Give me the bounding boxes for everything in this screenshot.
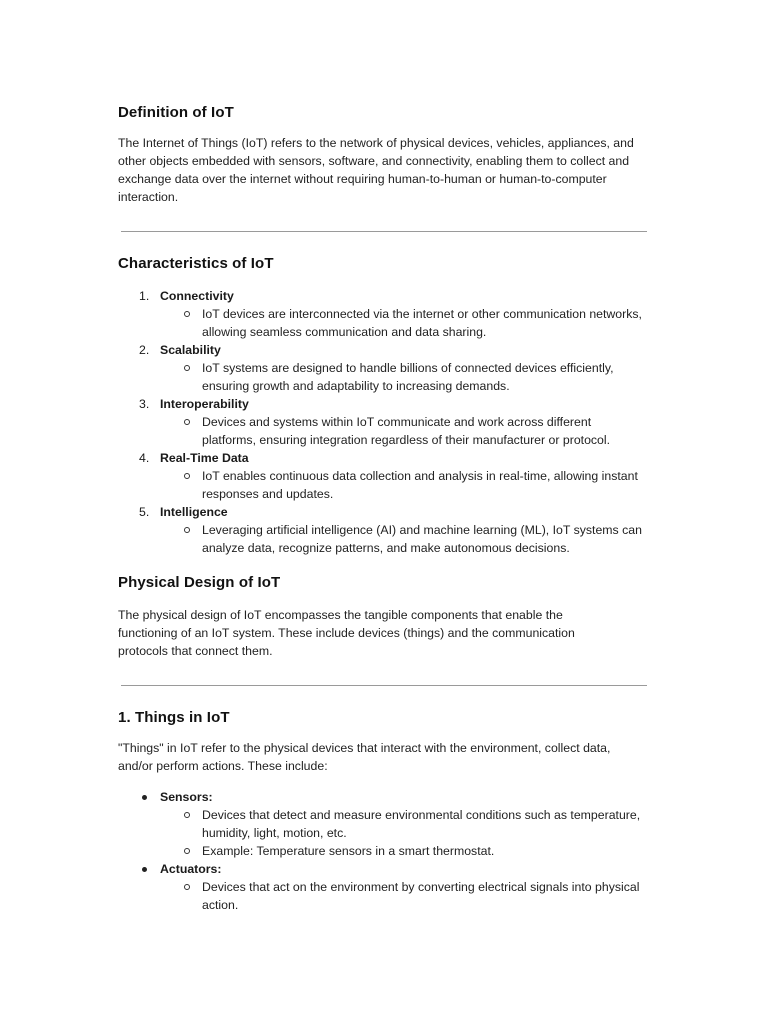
item-number: 4. [139, 451, 150, 465]
sub-list-item [118, 521, 648, 557]
sub-list-item [118, 413, 648, 449]
list-item [118, 341, 648, 395]
item-title: Real-Time Data [160, 451, 249, 465]
things-list [118, 788, 648, 914]
list-item [118, 395, 648, 449]
list-item [118, 860, 648, 914]
circle-bullet-icon [184, 848, 190, 854]
item-number: 1. [139, 289, 150, 303]
characteristics-list [118, 287, 648, 557]
item-detail: IoT devices are interconnected via the internet or other communication networks, allowing seamless communication and data sharing. [202, 307, 642, 339]
filled-bullet-icon [142, 795, 147, 800]
list-item [118, 287, 648, 341]
item-detail: IoT enables continuous data collection and analysis in real-time, allowing instant responses and updates. [202, 469, 638, 501]
item-title: Sensors: [160, 790, 213, 804]
circle-bullet-icon [184, 473, 190, 479]
sub-list-item [118, 305, 648, 341]
things-heading: 1. Things in IoT [118, 709, 230, 726]
sub-list-item [118, 806, 648, 842]
circle-bullet-icon [184, 884, 190, 890]
characteristics-heading: Characteristics of IoT [118, 255, 274, 272]
item-title: Connectivity [160, 289, 234, 303]
section-divider [121, 685, 647, 686]
circle-bullet-icon [184, 311, 190, 317]
item-detail: Devices that act on the environment by converting electrical signals into physical action. [202, 880, 640, 912]
definition-heading: Definition of IoT [118, 104, 234, 121]
section-divider [121, 231, 647, 232]
item-detail: IoT systems are designed to handle billions of connected devices efficiently, ensuring growth and adaptability to increasing demands. [202, 361, 614, 393]
sub-list-item [118, 878, 648, 914]
item-detail: Devices and systems within IoT communicate and work across different platforms, ensuring integration regardless of their manufacturer or protocol. [202, 415, 611, 447]
list-item [118, 449, 648, 503]
circle-bullet-icon [184, 527, 190, 533]
filled-bullet-icon [142, 867, 147, 872]
physical-design-paragraph: The physical design of IoT encompasses the tangible components that enable the functioning of an IoT system. These include devices (things) and the communication protocols that connect them. [118, 608, 575, 658]
item-title: Scalability [160, 343, 221, 357]
circle-bullet-icon [184, 419, 190, 425]
physical-design-heading: Physical Design of IoT [118, 574, 281, 591]
item-detail: Devices that detect and measure environmental conditions such as temperature, humidity, light, motion, etc. [202, 808, 641, 840]
item-title: Actuators: [160, 862, 222, 876]
list-item [118, 503, 648, 557]
circle-bullet-icon [184, 365, 190, 371]
item-title: Interoperability [160, 397, 249, 411]
definition-paragraph: The Internet of Things (IoT) refers to the network of physical devices, vehicles, appliances, and other objects embedded with sensors, software, and connectivity, enabling them to collect and exchange data over the internet without requiring human-to-human or human-to-computer interaction. [118, 136, 634, 204]
item-number: 3. [139, 397, 150, 411]
item-number: 2. [139, 343, 150, 357]
item-title: Intelligence [160, 505, 228, 519]
sub-list-item [118, 359, 648, 395]
item-detail: Leveraging artificial intelligence (AI) and machine learning (ML), IoT systems can analyze data, recognize patterns, and make autonomous decisions. [202, 523, 642, 555]
circle-bullet-icon [184, 812, 190, 818]
sub-list-item [118, 842, 648, 860]
sub-list-item [118, 467, 648, 503]
item-number: 5. [139, 505, 150, 519]
item-detail: Example: Temperature sensors in a smart thermostat. [202, 844, 495, 858]
list-item [118, 788, 648, 860]
things-paragraph: "Things" in IoT refer to the physical devices that interact with the environment, collect data, and/or perform actions. These include: [118, 741, 611, 773]
document-page [118, 104, 648, 914]
